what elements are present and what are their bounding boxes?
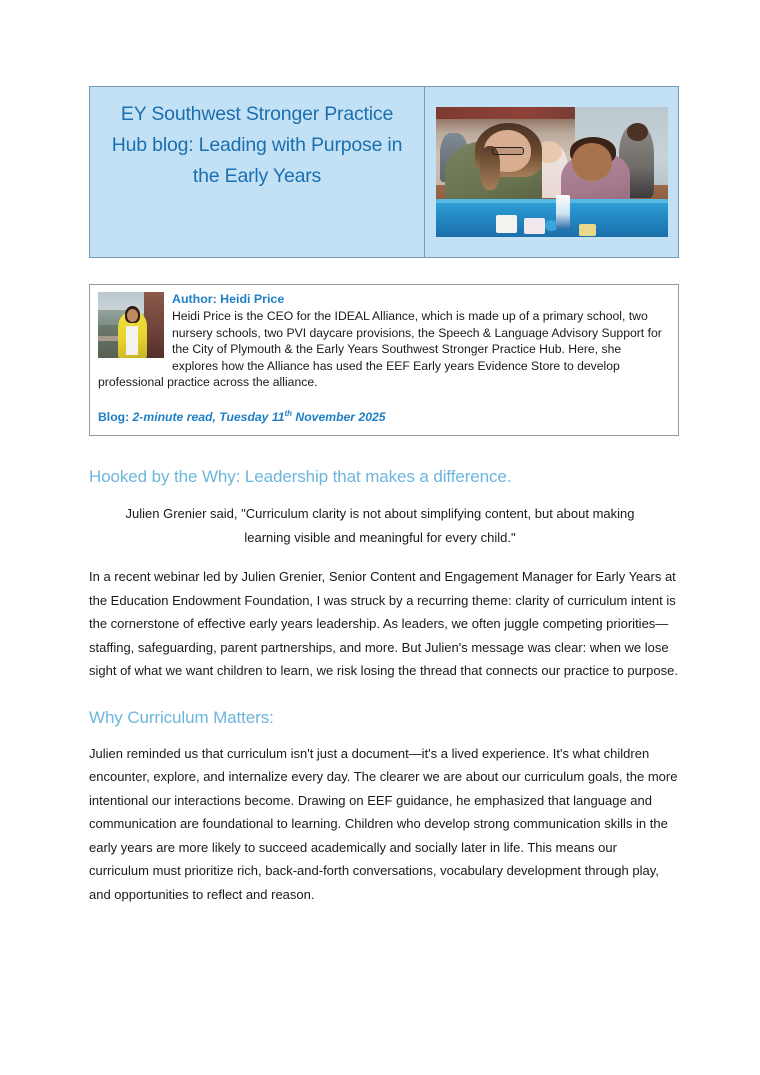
photo-toy-block-1 — [496, 215, 517, 233]
author-bio: Heidi Price is the CEO for the IDEAL Alliance, which is made up of a primary school, two nursery schools, two PVI daycare provisions, the Speech & Language Advisory Support for the City of Plymouth & the Early Years Southwest Stronger Practice Hub. Here, she explores how the Alliance has used the EEF Early years Evidence Store to develop professional practice across the alliance. — [98, 309, 662, 390]
author-photo-shirt — [126, 326, 137, 355]
author-box — [89, 284, 679, 436]
photo-toy-block-3 — [579, 224, 595, 236]
blog-meta — [98, 406, 669, 425]
page-title: EY Southwest Stronger Practice Hub blog: Leading with Purpose in the Early Years — [111, 103, 403, 187]
blog-meta-text — [129, 410, 385, 424]
author-name: Author: Heidi Price — [172, 292, 285, 306]
section-heading-2: Why Curriculum Matters: — [89, 707, 274, 727]
paragraph-2: Julien reminded us that curriculum isn't just a document—it's a lived experience. It's what children encounter, explore, and internalize every day. The clearer we are about our curriculum goals, the more intentional our interactions become. Drawing on EEF guidance, he emphasized that language and communication are foundational to learning. Children who develop strong communication skills in the early years are more likely to succeed academically and socially later in life. This means our curriculum must prioritize rich, back-and-forth conversations, vocabulary development through play, and opportunities to reflect and reason. — [89, 745, 678, 902]
blog-label: Blog: — [98, 410, 130, 425]
photo-toy-block-2 — [524, 218, 545, 235]
blog-meta-before: 2-minute read, Tuesday 11 — [129, 410, 285, 425]
photo-adult-glasses — [492, 147, 524, 156]
header-banner — [89, 86, 679, 258]
photo-toy-bottle — [556, 195, 570, 229]
header-title-cell — [89, 86, 425, 258]
pull-quote: Julien Grenier said, "Curriculum clarity is not about simplifying content, but about making learning visible and meaningful for every child." — [125, 506, 635, 545]
author-photo — [98, 292, 164, 358]
paragraph-1: In a recent webinar led by Julien Grenier, Senior Content and Engagement Manager for Early Years at the Education Endowment Foundation, I was struck by a recurring theme: clarity of curriculum intent is the cornerstone of effective early years leadership. As leaders, we often juggle competing priorities—staffing, safeguarding, parent partnerships, and more. But Julien's message was clear: when we lose sight of what we want children to learn, we risk losing the thread that connects our practice to purpose. — [89, 569, 678, 678]
header-image-cell — [425, 86, 679, 258]
blog-date-ordinal: th — [284, 408, 293, 418]
blog-meta-after: November 2025 — [292, 410, 386, 425]
early-years-photo — [436, 107, 668, 237]
article-content — [89, 466, 679, 906]
author-photo-wall — [144, 292, 164, 358]
section-heading-1: Hooked by the Why: Leadership that makes a difference. — [89, 467, 512, 486]
photo-child-head — [572, 143, 611, 181]
photo-background-person-head — [627, 123, 648, 141]
